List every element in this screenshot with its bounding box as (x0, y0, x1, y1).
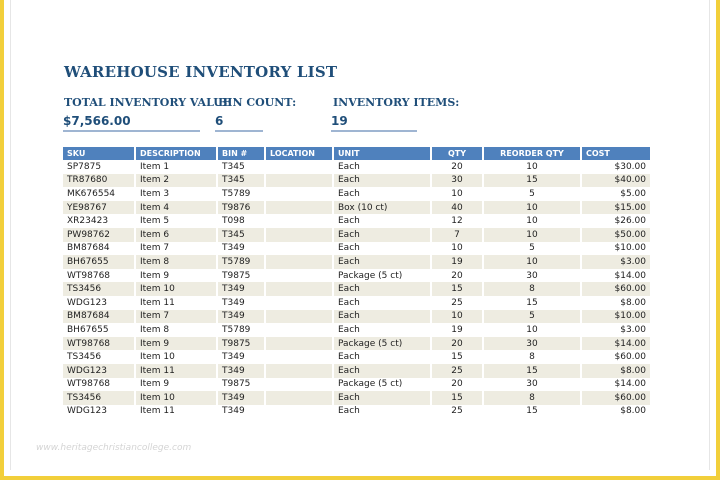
cell-sku[interactable]: WDG123 (63, 364, 135, 378)
cell-bin[interactable]: T9875 (217, 337, 265, 351)
cell-reorder-qty[interactable]: 15 (483, 405, 581, 419)
table-row[interactable] (63, 296, 651, 310)
watermark: www.heritagechristiancollege.com (36, 443, 192, 453)
cell-sku[interactable]: BH67655 (63, 323, 135, 337)
cell-cost[interactable]: $14.00 (581, 269, 651, 283)
cell-description[interactable]: Item 8 (135, 323, 217, 337)
cell-reorder-qty[interactable]: 30 (483, 269, 581, 283)
cell-description[interactable]: Item 11 (135, 364, 217, 378)
cell-cost[interactable]: $26.00 (581, 214, 651, 228)
cell-cost[interactable]: $8.00 (581, 296, 651, 310)
cell-reorder-qty[interactable]: 30 (483, 378, 581, 392)
cell-description[interactable]: Item 7 (135, 242, 217, 256)
cell-sku[interactable]: WDG123 (63, 296, 135, 310)
cell-reorder-qty[interactable]: 8 (483, 282, 581, 296)
cell-qty[interactable]: 20 (431, 337, 483, 351)
inventory-table (63, 147, 652, 418)
cell-description[interactable]: Item 1 (135, 160, 217, 174)
cell-qty[interactable]: 10 (431, 187, 483, 201)
cell-sku[interactable]: WT98768 (63, 378, 135, 392)
cell-cost[interactable]: $14.00 (581, 378, 651, 392)
column-header-description[interactable]: DESCRIPTION (135, 147, 217, 160)
cell-description[interactable]: Item 9 (135, 269, 217, 283)
table-row[interactable] (63, 214, 651, 228)
column-header-qty[interactable]: QTY (431, 147, 483, 160)
cell-sku[interactable]: BM87684 (63, 310, 135, 324)
table-row[interactable] (63, 255, 651, 269)
cell-reorder-qty[interactable]: 5 (483, 310, 581, 324)
cell-bin[interactable]: T349 (217, 310, 265, 324)
cell-unit[interactable]: Each (333, 391, 431, 405)
cell-unit[interactable]: Package (5 ct) (333, 337, 431, 351)
cell-description[interactable]: Item 7 (135, 310, 217, 324)
cell-cost[interactable]: $14.00 (581, 337, 651, 351)
cell-qty[interactable]: 30 (431, 174, 483, 188)
cell-qty[interactable]: 12 (431, 214, 483, 228)
cell-reorder-qty[interactable]: 10 (483, 201, 581, 215)
cell-qty[interactable]: 15 (431, 282, 483, 296)
cell-sku[interactable]: SP7875 (63, 160, 135, 174)
cell-unit[interactable]: Each (333, 242, 431, 256)
cell-sku[interactable]: BH67655 (63, 255, 135, 269)
cell-qty[interactable]: 10 (431, 242, 483, 256)
cell-unit[interactable]: Each (333, 174, 431, 188)
cell-reorder-qty[interactable]: 10 (483, 255, 581, 269)
cell-reorder-qty[interactable]: 8 (483, 350, 581, 364)
cell-sku[interactable]: BM87684 (63, 242, 135, 256)
cell-location[interactable] (265, 269, 333, 283)
total-value[interactable]: $7,566.00 (63, 114, 200, 132)
cell-description[interactable]: Item 9 (135, 337, 217, 351)
cell-reorder-qty[interactable]: 15 (483, 174, 581, 188)
cell-bin[interactable]: T345 (217, 228, 265, 242)
table-row[interactable] (63, 378, 651, 392)
cell-bin[interactable]: T349 (217, 391, 265, 405)
cell-reorder-qty[interactable]: 8 (483, 391, 581, 405)
table-row[interactable] (63, 282, 651, 296)
cell-location[interactable] (265, 378, 333, 392)
cell-qty[interactable]: 25 (431, 405, 483, 419)
cell-unit[interactable]: Each (333, 160, 431, 174)
cell-description[interactable]: Item 4 (135, 201, 217, 215)
cell-location[interactable] (265, 364, 333, 378)
cell-reorder-qty[interactable]: 10 (483, 228, 581, 242)
cell-cost[interactable]: $60.00 (581, 391, 651, 405)
cell-location[interactable] (265, 282, 333, 296)
column-header-reorder-qty[interactable]: REORDER QTY (483, 147, 581, 160)
table-row[interactable] (63, 160, 651, 174)
cell-bin[interactable]: T349 (217, 242, 265, 256)
cell-sku[interactable]: TS3456 (63, 350, 135, 364)
cell-bin[interactable]: T5789 (217, 255, 265, 269)
cell-cost[interactable]: $8.00 (581, 405, 651, 419)
cell-qty[interactable]: 7 (431, 228, 483, 242)
cell-cost[interactable]: $60.00 (581, 350, 651, 364)
cell-location[interactable] (265, 174, 333, 188)
cell-bin[interactable]: T9876 (217, 201, 265, 215)
cell-qty[interactable]: 15 (431, 350, 483, 364)
table-row[interactable] (63, 391, 651, 405)
cell-sku[interactable]: WDG123 (63, 405, 135, 419)
cell-bin[interactable]: T9875 (217, 269, 265, 283)
cell-bin[interactable]: T349 (217, 296, 265, 310)
cell-location[interactable] (265, 391, 333, 405)
cell-location[interactable] (265, 405, 333, 419)
table-row[interactable] (63, 323, 651, 337)
cell-unit[interactable]: Box (10 ct) (333, 201, 431, 215)
cell-unit[interactable]: Each (333, 350, 431, 364)
cell-unit[interactable]: Each (333, 255, 431, 269)
cell-cost[interactable]: $50.00 (581, 228, 651, 242)
cell-description[interactable]: Item 2 (135, 174, 217, 188)
cell-sku[interactable]: WT98768 (63, 269, 135, 283)
table-row[interactable] (63, 228, 651, 242)
cell-bin[interactable]: T349 (217, 282, 265, 296)
cell-cost[interactable]: $40.00 (581, 174, 651, 188)
cell-location[interactable] (265, 323, 333, 337)
cell-reorder-qty[interactable]: 15 (483, 296, 581, 310)
cell-reorder-qty[interactable]: 10 (483, 323, 581, 337)
cell-sku[interactable]: MK676554 (63, 187, 135, 201)
cell-qty[interactable]: 19 (431, 323, 483, 337)
column-header-sku[interactable]: SKU (63, 147, 135, 160)
cell-cost[interactable]: $10.00 (581, 242, 651, 256)
cell-location[interactable] (265, 187, 333, 201)
cell-description[interactable]: Item 10 (135, 350, 217, 364)
page-title: WAREHOUSE INVENTORY LIST (64, 63, 338, 81)
cell-qty[interactable]: 20 (431, 269, 483, 283)
cell-reorder-qty[interactable]: 5 (483, 187, 581, 201)
cell-qty[interactable]: 20 (431, 160, 483, 174)
cell-reorder-qty[interactable]: 5 (483, 242, 581, 256)
cell-unit[interactable]: Each (333, 364, 431, 378)
cell-bin[interactable]: T349 (217, 350, 265, 364)
table-row[interactable] (63, 242, 651, 256)
cell-unit[interactable]: Each (333, 296, 431, 310)
cell-unit[interactable]: Each (333, 214, 431, 228)
cell-bin[interactable]: T345 (217, 160, 265, 174)
cell-bin[interactable]: T5789 (217, 323, 265, 337)
cell-bin[interactable]: T349 (217, 405, 265, 419)
cell-qty[interactable]: 25 (431, 364, 483, 378)
cell-location[interactable] (265, 296, 333, 310)
cell-description[interactable]: Item 11 (135, 405, 217, 419)
cell-bin[interactable]: T345 (217, 174, 265, 188)
table-row[interactable] (63, 364, 651, 378)
cell-unit[interactable]: Each (333, 310, 431, 324)
cell-location[interactable] (265, 337, 333, 351)
table-header-row (63, 147, 651, 160)
table-body (63, 160, 651, 418)
cell-cost[interactable]: $8.00 (581, 364, 651, 378)
table-row[interactable] (63, 201, 651, 215)
column-header-unit[interactable]: UNIT (333, 147, 431, 160)
cell-sku[interactable]: PW98762 (63, 228, 135, 242)
cell-qty[interactable]: 19 (431, 255, 483, 269)
cell-qty[interactable]: 40 (431, 201, 483, 215)
cell-description[interactable]: Item 5 (135, 214, 217, 228)
cell-description[interactable]: Item 6 (135, 228, 217, 242)
cell-reorder-qty[interactable]: 30 (483, 337, 581, 351)
cell-reorder-qty[interactable]: 15 (483, 364, 581, 378)
cell-location[interactable] (265, 228, 333, 242)
cell-unit[interactable]: Each (333, 228, 431, 242)
column-header-bin[interactable]: BIN # (217, 147, 265, 160)
cell-cost[interactable]: $3.00 (581, 255, 651, 269)
cell-description[interactable]: Item 11 (135, 296, 217, 310)
cell-unit[interactable]: Each (333, 282, 431, 296)
cell-cost[interactable]: $3.00 (581, 323, 651, 337)
cell-qty[interactable]: 10 (431, 310, 483, 324)
cell-location[interactable] (265, 160, 333, 174)
table-row[interactable] (63, 350, 651, 364)
cell-bin[interactable]: T5789 (217, 187, 265, 201)
cell-sku[interactable]: XR23423 (63, 214, 135, 228)
cell-cost[interactable]: $60.00 (581, 282, 651, 296)
table-row[interactable] (63, 337, 651, 351)
cell-location[interactable] (265, 201, 333, 215)
cell-qty[interactable]: 15 (431, 391, 483, 405)
cell-sku[interactable]: YE98767 (63, 201, 135, 215)
cell-cost[interactable]: $15.00 (581, 201, 651, 215)
cell-location[interactable] (265, 350, 333, 364)
table-row[interactable] (63, 174, 651, 188)
cell-unit[interactable]: Package (5 ct) (333, 378, 431, 392)
cell-description[interactable]: Item 3 (135, 187, 217, 201)
cell-location[interactable] (265, 214, 333, 228)
cell-unit[interactable]: Each (333, 405, 431, 419)
cell-bin[interactable]: T9875 (217, 378, 265, 392)
column-header-cost[interactable]: COST (581, 147, 651, 160)
table-row[interactable] (63, 310, 651, 324)
cell-bin[interactable]: T098 (217, 214, 265, 228)
cell-description[interactable]: Item 8 (135, 255, 217, 269)
cell-unit[interactable]: Package (5 ct) (333, 269, 431, 283)
table-row[interactable] (63, 405, 651, 419)
cell-location[interactable] (265, 310, 333, 324)
cell-cost[interactable]: $10.00 (581, 310, 651, 324)
cell-unit[interactable]: Each (333, 187, 431, 201)
cell-sku[interactable]: WT98768 (63, 337, 135, 351)
bin-count-label: BIN COUNT: (218, 96, 297, 109)
column-header-location[interactable]: LOCATION (265, 147, 333, 160)
cell-sku[interactable]: TR87680 (63, 174, 135, 188)
cell-location[interactable] (265, 255, 333, 269)
cell-sku[interactable]: TS3456 (63, 391, 135, 405)
total-value-label: TOTAL INVENTORY VALUE (64, 96, 232, 109)
cell-qty[interactable]: 20 (431, 378, 483, 392)
cell-description[interactable]: Item 10 (135, 282, 217, 296)
inventory-items-label: INVENTORY ITEMS: (333, 96, 460, 109)
cell-bin[interactable]: T349 (217, 364, 265, 378)
cell-cost[interactable]: $5.00 (581, 187, 651, 201)
cell-reorder-qty[interactable]: 10 (483, 160, 581, 174)
cell-qty[interactable]: 25 (431, 296, 483, 310)
inventory-items-value[interactable]: 19 (331, 114, 417, 132)
cell-cost[interactable]: $30.00 (581, 160, 651, 174)
cell-sku[interactable]: TS3456 (63, 282, 135, 296)
cell-reorder-qty[interactable]: 10 (483, 214, 581, 228)
cell-location[interactable] (265, 242, 333, 256)
bin-count-value[interactable]: 6 (215, 114, 263, 132)
cell-unit[interactable]: Each (333, 323, 431, 337)
cell-description[interactable]: Item 10 (135, 391, 217, 405)
cell-description[interactable]: Item 9 (135, 378, 217, 392)
table-row[interactable] (63, 187, 651, 201)
table-row[interactable] (63, 269, 651, 283)
